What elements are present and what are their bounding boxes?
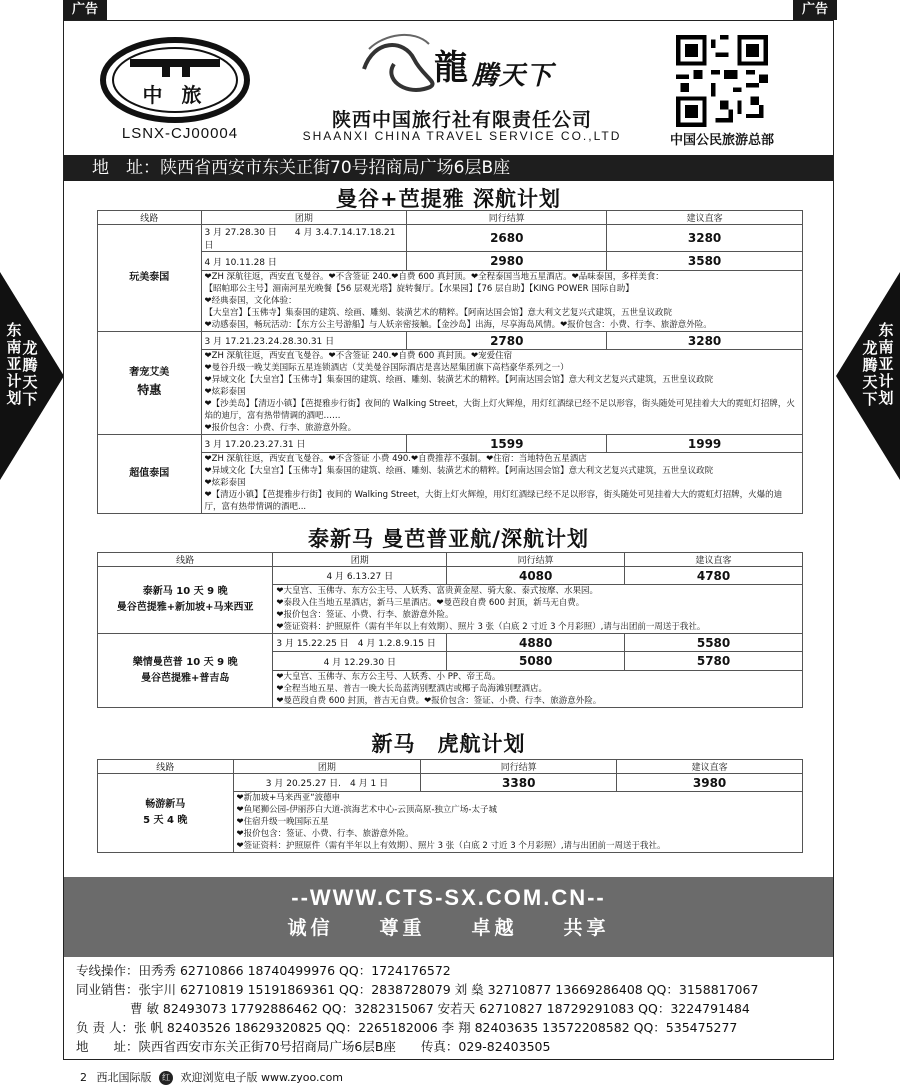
section1-title: 曼谷+芭提雅 深航计划 — [336, 187, 561, 211]
side-banner-right-col2: 东南亚计划 — [878, 321, 894, 407]
route-description — [273, 585, 803, 634]
table-row — [98, 567, 803, 585]
desc-line: ❤住宿升级一晚国际五星 — [236, 817, 329, 827]
col-header: 同行结算 — [447, 553, 625, 567]
tour-dates: 3 月 15.22.25 日 4 月 1.2.8.9.15 日 — [273, 634, 447, 652]
retail-price: 3280 — [607, 225, 803, 252]
contact-row: 专线操作：田秀秀 62710866 18740499976 QQ：1724176572 — [76, 963, 451, 978]
desc-line: ❤ZH 深航往返，西安直飞曼谷。❤不含签证 240.❤自费 600 真封顶。❤全程泰国当地五星酒店。❤品味泰国，多样美食： — [204, 272, 664, 282]
route-name — [98, 332, 202, 435]
edition-badge-icon: 红 — [159, 1071, 173, 1085]
col-header: 线路 — [98, 211, 202, 225]
peer-price: 4080 — [447, 567, 625, 585]
peer-price: 3380 — [421, 774, 617, 792]
section2-table — [97, 552, 803, 708]
route-line: 奢宠艾美 — [129, 367, 170, 379]
company-motto: 诚信 尊重 卓越 共享 — [287, 917, 610, 939]
route-description — [273, 671, 803, 708]
side-banner-left-col2: 龙腾天下 — [22, 339, 38, 408]
table-header-row — [98, 760, 803, 774]
contact-list — [76, 961, 826, 1056]
route-description — [201, 453, 803, 514]
col-header: 团期 — [273, 553, 447, 567]
peer-price: 2980 — [407, 252, 607, 271]
route-description — [233, 792, 802, 853]
contact-row: 负 责 人：张 帆 82403526 18629320825 QQ：2265182006 李 翔 82403635 13572208582 QQ：535475277 — [76, 1020, 738, 1035]
qr-code-icon[interactable] — [676, 35, 768, 127]
desc-line: ❤报价包含：签证、小费、行李、旅游意外险。 — [236, 829, 414, 839]
section3-table — [97, 759, 803, 853]
ad-tag-left: 广告 — [63, 0, 107, 20]
tour-dates: 3 月 27.28.30 日 4 月 3.4.7.14.17.18.21 日 — [201, 225, 407, 252]
col-header: 同行结算 — [421, 760, 617, 774]
desc-line: ❤报价包含：签证、小费、行李、旅游意外险。 — [276, 610, 454, 620]
route-line: 曼谷芭提雅+普吉岛 — [140, 672, 230, 684]
page-number: 2 — [80, 1071, 87, 1084]
retail-price: 5780 — [625, 652, 803, 671]
desc-line: ❤【清迈小镇】【芭提雅步行街】夜间的 Walking Street，大街上灯火辉煌，用灯红酒绿已经不足以形容，街头随处可见挂着大大的霓虹灯招牌，火爆的迪厅，富有热带情调的酒吧... — [204, 490, 783, 512]
table-header-row — [98, 211, 803, 225]
brand-slogan: 腾天下 — [472, 61, 554, 91]
peer-price: 1599 — [407, 435, 607, 453]
qr-caption: 中国公民旅游总部 — [669, 133, 774, 148]
desc-line: ❤泰段入住当地五星酒店，新马三星酒店。❤曼芭段自费 600 封顶，新马无自费。 — [276, 598, 585, 608]
desc-line: 【昭帕耶公主号】湄南河星光晚餐【56 层观光塔】旋转餐厅。【水果园】【76 层自助】【KING POWER 国际自助】 — [204, 284, 634, 294]
contact-row: 同业销售：张宇川 62710819 15191869361 QQ：2838728079 刘 燊 32710877 13669286408 QQ：3158817067 — [76, 982, 759, 997]
website-url[interactable]: --WWW.CTS-SX.COM.CN-- — [291, 885, 606, 910]
desc-line: ❤ZH 深航往返，西安直飞曼谷。❤不含签证 小费 490.❤自费推荐不强制。❤住宿：当地特色五星酒店 — [204, 454, 587, 464]
contact-row: 地 址：陕西省西安市东关正街70号招商局广场6层B座 传真：029-82403505 — [76, 1039, 551, 1054]
peer-price: 5080 — [447, 652, 625, 671]
retail-price: 3980 — [617, 774, 803, 792]
retail-price: 4780 — [625, 567, 803, 585]
welcome-link[interactable]: 欢迎浏览电子版 www.zyoo.com — [180, 1071, 344, 1084]
company-name-cn: 陕西中国旅行社有限责任公司 — [331, 109, 592, 131]
tour-dates: 3 月 20.25.27 日. 4 月 1 日 — [233, 774, 421, 792]
route-line: 畅游新马 — [145, 799, 186, 810]
website-band — [64, 877, 833, 957]
table-header-row — [98, 553, 803, 567]
peer-price: 2780 — [407, 332, 607, 350]
table-row — [98, 225, 803, 252]
route-line: 特惠 — [137, 383, 162, 398]
route-line: 泰新马 10 天 9 晚 — [142, 586, 228, 597]
desc-line: ❤炫彩泰国 — [204, 387, 246, 397]
side-banner-left-col1: 东南亚计划 — [6, 321, 22, 407]
route-description — [201, 350, 803, 435]
col-header: 团期 — [201, 211, 407, 225]
peer-price: 4880 — [447, 634, 625, 652]
desc-line: ❤全程当地五星、普吉一晚大长岛蓝湾别墅酒店或椰子岛海滩别墅酒店。 — [276, 684, 548, 694]
desc-line: ❤签证资料：护照原件（需有半年以上有效期）、照片 3 张（白底 2 寸近 3 个月彩照）,请与出团前一周送于我社。 — [236, 841, 666, 851]
route-line: 5 天 4 晚 — [143, 815, 188, 826]
desc-line: ❤曼谷升级一晚艾美国际五星连锁酒店（艾美曼谷国际酒店是喜达屋集团旗下高档豪华系列之一） — [204, 363, 569, 373]
table-row — [98, 774, 803, 792]
retail-price: 3280 — [607, 332, 803, 350]
col-header: 线路 — [98, 553, 273, 567]
table-row — [98, 634, 803, 652]
retail-price: 5580 — [625, 634, 803, 652]
col-header: 团期 — [233, 760, 421, 774]
route-description — [201, 271, 803, 332]
section1-table — [97, 210, 803, 514]
desc-line: ❤大皇宫、玉佛寺、东方公主号、人妖秀、富贵黄金屋、骑大象、泰式按摩、水果园。 — [276, 586, 599, 596]
desc-line: ❤ZH 深航往返，西安直飞曼谷。❤不含签证 240.❤自费 600 真封顶。❤宠爱住宿 — [204, 351, 513, 361]
route-name — [98, 567, 273, 634]
tour-dates: 4 月 6.13.27 日 — [273, 567, 447, 585]
ad-tag-right: 广告 — [793, 0, 837, 20]
desc-line: ❤报价包含：小费、行李、旅游意外险。 — [204, 423, 357, 433]
desc-line: ❤动感泰国，畅玩活动：【东方公主号游船】与人妖亲密接触。【金沙岛】出海，尽享海岛风情。❤报价包含：小费、行李、旅游意外险。 — [204, 320, 712, 330]
contact-row: 曹 敏 82493073 17792886462 QQ：3282315067 安若天 62710827 18729291083 QQ：3224791484 — [76, 1001, 750, 1016]
svg-text:龍: 龍 — [434, 48, 468, 88]
tour-dates: 4 月 12.29.30 日 — [273, 652, 447, 671]
section3-title: 新马 虎航计划 — [371, 732, 526, 756]
route-name — [98, 774, 234, 853]
desc-line: ❤异域文化【大皇宫】【玉佛寺】集泰国的建筑、绘画、雕刻、装潢艺术的精粹。【阿南达国会馆】意大利文艺复兴式建筑，五世皇议政院 — [204, 375, 714, 385]
route-name: 超值泰国 — [98, 435, 202, 514]
route-line: 樂情曼芭普 10 天 9 晚 — [132, 656, 238, 668]
col-header: 线路 — [98, 760, 234, 774]
section2-title: 泰新马 曼芭普亚航/深航计划 — [308, 527, 589, 551]
table-row — [98, 252, 803, 271]
desc-line: ❤鱼尾狮公园-伊丽莎白大道-滨海艺术中心-云顶高原-独立广场-太子城 — [236, 805, 497, 815]
tour-dates: 3 月 17.21.23.24.28.30.31 日 — [201, 332, 407, 350]
desc-line: ❤炫彩泰国 — [204, 478, 246, 488]
route-name — [98, 634, 273, 708]
logo-text: 中 旅 — [142, 83, 208, 107]
page-footer — [80, 1069, 343, 1085]
company-name-en: SHAANXI CHINA TRAVEL SERVICE CO.,LTD — [302, 129, 622, 143]
retail-price: 3580 — [607, 252, 803, 271]
side-banner-right-col1: 龙腾天下 — [862, 339, 878, 408]
col-header: 建议直客 — [617, 760, 803, 774]
col-header: 建议直客 — [625, 553, 803, 567]
edition-name: 西北国际版 — [96, 1071, 152, 1084]
desc-line: ❤新加坡+马来西亚“波德申 — [236, 793, 341, 803]
desc-line: ❤【沙美岛】【清迈小镇】【芭提雅步行街】夜间的 Walking Street，大街上灯火辉煌，用灯红酒绿已经不足以形容，街头随处可见挂着大大的霓虹灯招牌，火焰的迪厅，富有热带情调的酒吧…… — [204, 399, 795, 421]
license-code: LSNX-CJ00004 — [121, 125, 239, 142]
route-name: 玩美泰国 — [98, 225, 202, 332]
table-row — [98, 332, 803, 350]
col-header: 同行结算 — [407, 211, 607, 225]
tour-dates: 3 月 17.20.23.27.31 日 — [201, 435, 407, 453]
route-line: 曼谷芭提雅+新加坡+马来西亚 — [116, 602, 254, 613]
table-row — [98, 435, 803, 453]
address-bar: 地 址：陕西省西安市东关正街70号招商局广场6层B座 — [64, 155, 833, 181]
desc-line: ❤异域文化【大皇宫】【玉佛寺】集泰国的建筑、绘画、雕刻、装潢艺术的精粹。【阿南达国会馆】意大利文艺复兴式建筑，五世皇议政院 — [204, 466, 714, 476]
ad-frame — [63, 20, 834, 1060]
table-row — [98, 453, 803, 514]
table-row — [98, 271, 803, 332]
desc-line: ❤大皇宫、玉佛寺、东方公主号、人妖秀、小 PP、帝王岛。 — [276, 672, 501, 682]
desc-line: 【大皇宫】【玉佛寺】集泰国的建筑、绘画、雕刻、装潢艺术的精粹。【阿南达国会馆】意大利文艺复兴式建筑，五世皇议政院 — [204, 308, 673, 318]
retail-price: 1999 — [607, 435, 803, 453]
desc-line: ❤经典泰国，文化体验： — [204, 296, 297, 306]
peer-price: 2680 — [407, 225, 607, 252]
desc-line: ❤签证资料：护照原件（需有半年以上有效期）、照片 3 张（白底 2 寸近 3 个月彩照）,请与出团前一周送于我社。 — [276, 622, 706, 632]
col-header: 建议直客 — [607, 211, 803, 225]
tour-dates: 4 月 10.11.28 日 — [201, 252, 407, 271]
desc-line: ❤曼芭段自费 600 封顶，普吉无自费。❤报价包含：签证、小费、行李、旅游意外险。 — [276, 696, 602, 706]
table-row — [98, 350, 803, 435]
